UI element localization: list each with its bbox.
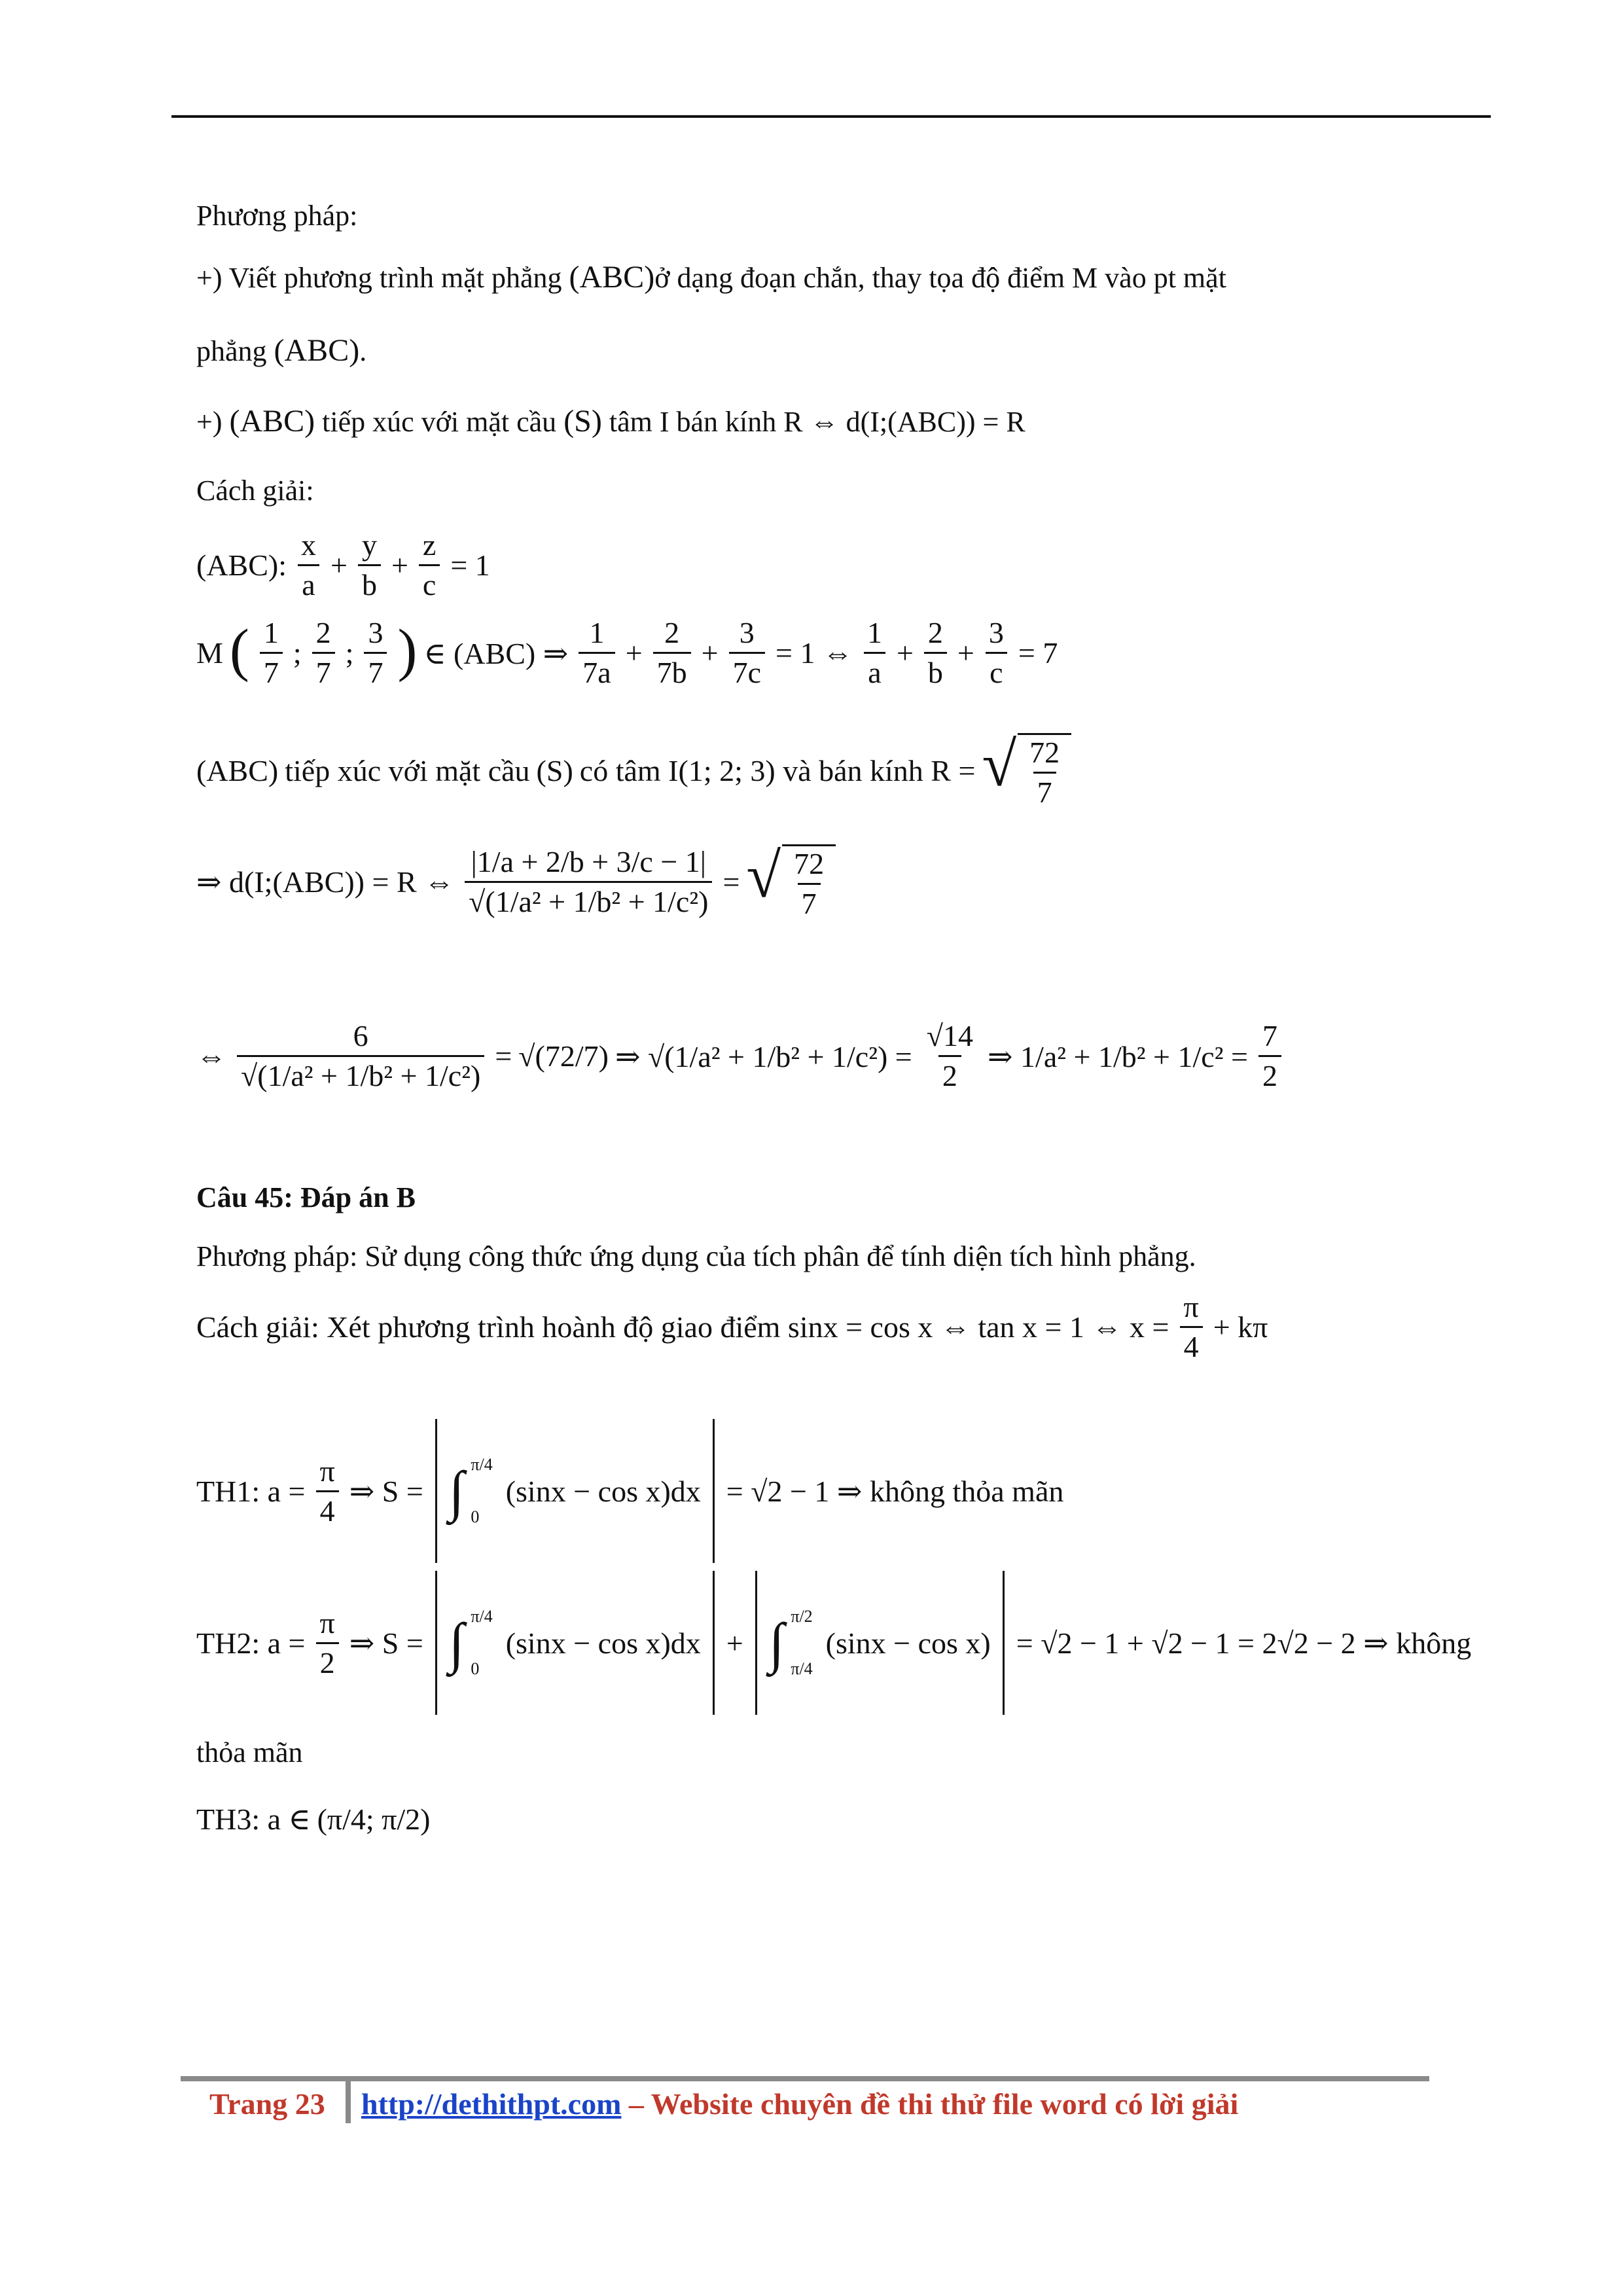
equation-tangent: (ABC) tiếp xúc với mặt cầu (S) có tâm I(1; 2; 3) và bán kính R = √ $\frac{72}{7}$ (196, 733, 1071, 808)
method-step-1: +) Viết phương trình mặt phẳng (ABC)ở dạng đoạn chắn, thay tọa độ điểm M vào pt mặt (196, 260, 1226, 295)
equation-result: ⇔ $\frac{6}{\text{√(1/a² + 1/b² + 1/c²)}}$ = √(72/7) ⇒ √(1/a² + 1/b² + 1/c²) = $\frac{√14}{2}$ ⇒ 1/a² + 1/b² + 1/c² = $\frac{7}{2}$ (196, 1021, 1285, 1091)
case-2: TH2: a = $\frac{\pi}{2}$ ⇒ S = ∫ π/4 0 (sinx − cos x)dx + ∫ π/2 π/4 (sinx − cos x) = √2 − 1 + √2 − 1 = 2√2 − 2 ⇒ không (196, 1571, 1471, 1715)
question-45-solution: Cách giải: Xét phương trình hoành độ giao điểm sinx = cos x ⇔ tan x = 1 ⇔ x = $\frac{\pi}{4}$ + kπ (196, 1290, 1268, 1363)
question-45-heading: Câu 45: Đáp án B (196, 1181, 416, 1213)
solution-heading: Cách giải: (196, 475, 314, 507)
equation-plane: (ABC): $\frac{x}{a}$ + $\frac{y}{b}$ + $\frac{z}{c}$ = 1 (196, 528, 490, 601)
website-link[interactable]: http://dethithpt.com (361, 2087, 622, 2121)
footer-rule (181, 2076, 1429, 2081)
question-45-method: Phương pháp: Sử dụng công thức ứng dụng của tích phân để tính diện tích hình phẳng. (196, 1240, 1196, 1272)
case-3: TH3: a ∈ (π/4; π/2) (196, 1802, 431, 1836)
equation-point-m: M ( $\frac{1}{7}$ ; $\frac{2}{7}$ ; $\frac{3}{7}$ ) ∈ (ABC) ⇒ $\frac{1}{7a}$ + $\frac{2}{7b}$ + $\frac{3}{7c}$ = 1 ⇔ $\frac{1}{a}$ + $\frac{2}{b}$ + $\frac{3}{c}$ = 7 (196, 616, 1058, 689)
footer-text: http://dethithpt.com – Website chuyên đề thi thử file word có lời giải (361, 2087, 1239, 2121)
equation-distance: ⇒ d(I;(ABC)) = R ⇔ $\frac{|1/a + 2/b + 3/c - 1|}{\text{√(1/a² + 1/b² + 1/c²)}}$ = √ $\frac{72}{7}$ (196, 844, 836, 919)
page-number: Trang 23 (209, 2087, 325, 2121)
method-step-1-cont: phẳng (ABC). (196, 333, 367, 368)
footer-separator (346, 2081, 351, 2123)
case-2-cont: thỏa mãn (196, 1736, 303, 1768)
method-step-2: +) (ABC) tiếp xúc với mặt cầu (S) tâm I bán kính R ⇔ d(I;(ABC)) = R (196, 404, 1026, 439)
method-heading: Phương pháp: (196, 200, 358, 232)
header-rule (171, 115, 1491, 118)
case-1: TH1: a = $\frac{\pi}{4}$ ⇒ S = ∫ π/4 0 (sinx − cos x)dx = √2 − 1 ⇒ không thỏa mãn (196, 1419, 1063, 1563)
